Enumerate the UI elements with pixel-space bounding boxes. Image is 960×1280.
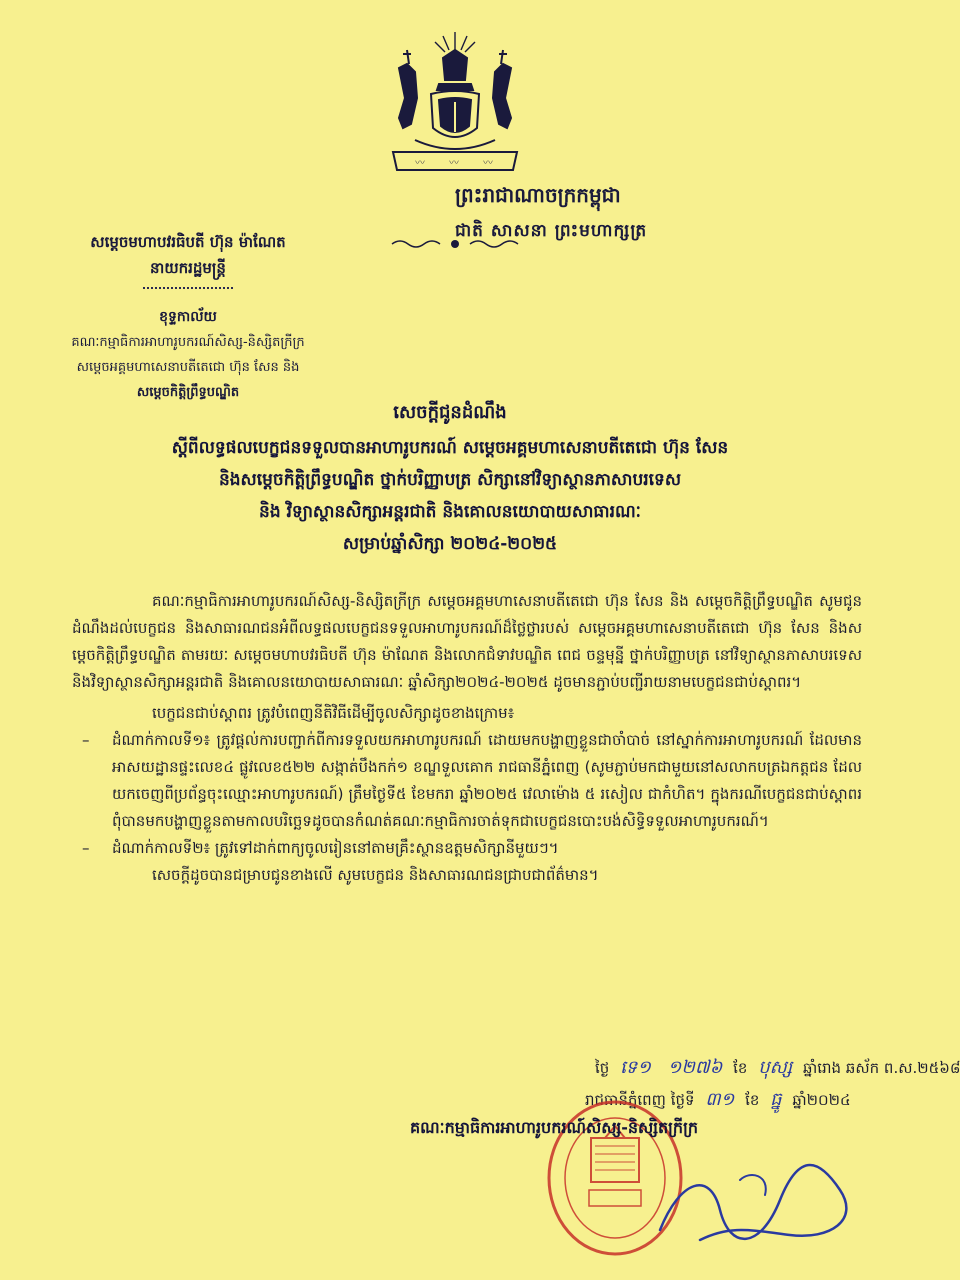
svg-text:〰: 〰 [483, 158, 493, 169]
issuer-name: សម្ដេចមហាបវរធិបតី ហ៊ុន ម៉ាណែត [90, 233, 286, 251]
handwritten-signature-icon [640, 1140, 870, 1270]
lunar-date-handwritten-1: ទេ១ [620, 1057, 651, 1078]
lunar-month-label: ខែ [733, 1059, 748, 1077]
body-paragraph-2: បេក្ខជនជាប់ស្ដាពរ ត្រូវបំពេញនីតិវិធីដើម្បីចូលសិក្សាដូចខាងក្រោម៖ [152, 704, 515, 722]
list-item [72, 835, 862, 862]
committee-line-3: សម្តេចកិត្តិព្រឹទ្ធបណ្ឌិត [136, 385, 240, 400]
notice-subject-2: និងសម្តេចកិត្តិព្រឹទ្ធបណ្ឌិត ថ្នាក់បរិញ្ញាបត្រ សិក្សានៅវិទ្យាស្ថានភាសាបរទេស [218, 470, 682, 490]
document-page: 〰 〰 〰 ព្រះរាជាណាចក្រកម្ពុជា ជាតិ សាសនា ព្រះមហាក្សត្រ សម្ដេចមហាបវរធិបតី ហ៊ុន ម៉ាណែត នាយករដ្ឋមន្ត្រី ខុទ្ទកាល័យ គណៈកម្មាធិការអាហារូបករណ៍សិស្ស-និស្សិតក្រីក្រ សម្តេចអគ្គមហាសេនាបតីតេជោ ហ៊ុន សែន និង សម្តេចកិត្តិព្រឹទ្ធបណ្ឌិត សេចក្តីជូនដំណឹង ស្តីពីលទ្ធផលបេក្ខជនទទួលបានអាហារូបករណ៍ សម្តេចអគ្គមហាសេនាបតីតេជោ ហ៊ុន សែន និងសម្តេចកិត្តិព្រឹទ្ធបណ្ឌិត ថ្នាក់បរិញ្ញាបត្រ សិក្សានៅវិទ្យាស្ថានភាសាបរទេស និង វិទ្យាស្ថានសិក្សាអន្តរជាតិ និងគោលនយោបាយសាធារណៈ សម្រាប់ឆ្នាំសិក្សា ២០២៤-២០២៥ គណៈកម្មាធិការអាហារូបករណ៍សិស្ស-និស្សិតក្រីក្រ សម្តេចអគ្គមហាសេនាបតីតេជោ ហ៊ុន សែន និង សម្តេចកិត្តិព្រឹទ្ធបណ្ឌិត សូមជូនដំណឹងដល់បេក្ខជន និងសាធារណជនអំពីលទ្ធផលបេក្ខជនទទួលអាហារូបករណ៍ដ៏ថ្លៃថ្លារបស់ សម្តេចអគ្គមហាសេនាបតីតេជោ ហ៊ុន សែន និងសម្តេចកិត្តិព្រឹទ្ធបណ្ឌិត តាមរយៈ សម្តេចមហាបវរធិបតី ហ៊ុន ម៉ាណែត និងលោកជំទាវបណ្ឌិត ពេជ ចន្ទមុន្នី ថ្នាក់បរិញ្ញាបត្រ នៅវិទ្យាស្ថានភាសាបរទេស និងវិទ្យាស្ថានសិក្សាអន្តរជាតិ និងគោលនយោបាយសាធារណៈ ឆ្នាំសិក្សា២០២៤-២០២៥ ដូចមានភ្ជាប់បញ្ជីរាយនាមបេក្ខជនជាប់ស្ដាពរ។ បេក្ខជនជាប់ស្ដាពរ ត្រូវបំពេញនីតិវិធីដើម្បីចូលសិក្សាដូចខាងក្រោម៖ – ដំណាក់កាលទី១៖ ត្រូវផ្តល់ការបញ្ជាក់ពីការទទួលយកអាហារូបករណ៍ ដោយមកបង្ហាញខ្លួនជាចាំបាច់ នៅស្នាក់ការអាហារូបករណ៍ ដែលមានអាសយដ្ឋានផ្ទះលេខ៤ ផ្លូវលេខ៥២២ សង្កាត់បឹងកក់១ ខណ្ឌទួលគោក រាជធានីភ្នំពេញ (សូមភ្ជាប់មកជាមួយនៅសលាកបត្រឯកត្តជន ដែលយកចេញពីប្រព័ន្ធចុះឈ្មោះអាហារូបករណ៍) ត្រឹមថ្ងៃទី៥ ខែមករា ឆ្នាំ២០២៥ វេលាម៉ោង ៥ រសៀល ជាកំហិត។ ក្នុងករណីបេក្ខជនជាប់ស្ដាពរ ពុំបានមកបង្ហាញខ្លួនតាមកាលបរិច្ឆេទដូចបានកំណត់គណៈកម្មាធិការចាត់ទុកជាបេក្ខជនបោះបង់សិទ្ធិទទួលអាហារូបករណ៍។ – ដំណាក់កាលទី២៖ ត្រូវទៅដាក់ពាក្យចូលរៀននៅតាមគ្រឹះស្ថានឧត្តមសិក្សានីមួយៗ។ សេចក្តីដូចបានជម្រាបជូនខាងលើ សូមបេក្ខជន និងសាធារណជនជ្រាបជាព័ត៌មាន។ ថ្ងៃ ទេ១ ១២៧៦ ខែ បុស្ស ឆ្នាំរោង ឆស័ក ព.ស.២៥៦៨ រាជធានីភ្នំពេញ ថ្ងៃទី ៣១ ខែ ធ្នូ ឆ្នាំ២០២៤ គណៈកម្មាធិការអាហារូបករណ៍សិស្ស-និស្សិតក្រីក្រ [0, 0, 905, 1280]
notice-subject-4: សម្រាប់ឆ្នាំសិក្សា ២០២៤-២០២៥ [342, 534, 558, 554]
lunar-date-handwritten-3: បុស្ស [758, 1057, 793, 1078]
signatory-committee: គណៈកម្មាធិការអាហារូបករណ៍សិស្ស-និស្សិតក្រីក្រ [410, 1118, 699, 1137]
dash-bullet: – [82, 839, 90, 857]
body-paragraph-1: គណៈកម្មាធិការអាហារូបករណ៍សិស្ស-និស្សិតក្រីក្រ សម្តេចអគ្គមហាសេនាបតីតេជោ ហ៊ុន សែន និង សម្តេចកិត្តិព្រឹទ្ធបណ្ឌិត សូមជូនដំណឹងដល់បេក្ខជន និងសាធារណជនអំពីលទ្ធផលបេក្ខជនទទួលអាហារូបករណ៍ដ៏ថ្លៃថ្លារបស់ សម្តេចអគ្គមហាសេនាបតីតេជោ ហ៊ុន សែន និងសម្តេចកិត្តិព្រឹទ្ធបណ្ឌិត តាមរយៈ សម្តេចមហាបវរធិបតី ហ៊ុន ម៉ាណែត និងលោកជំទាវបណ្ឌិត ពេជ ចន្ទមុន្នី ថ្នាក់បរិញ្ញាបត្រ នៅវិទ្យាស្ថានភាសាបរទេស និងវិទ្យាស្ថានសិក្សាអន្តរជាតិ និងគោលនយោបាយសាធារណៈ ឆ្នាំសិក្សា២០២៤-២០២៥ ដូចមានភ្ជាប់បញ្ជីរាយនាមបេក្ខជនជាប់ស្ដាពរ។ [72, 592, 862, 691]
svg-text:〰: 〰 [449, 158, 459, 169]
dotted-divider [143, 287, 233, 289]
lunar-date-suffix: ឆ្នាំរោង ឆស័ក ព.ស.២៥៦៨ [802, 1059, 960, 1077]
svg-text:〰: 〰 [415, 158, 425, 169]
solar-date-handwritten-month: ធ្នូ [770, 1089, 782, 1110]
notice-subject-3: និង វិទ្យាស្ថានសិក្សាអន្តរជាតិ និងគោលនយោបាយសាធារណៈ [259, 502, 641, 522]
lunar-date [595, 1055, 960, 1082]
lunar-date-prefix: ថ្ងៃ [595, 1059, 610, 1077]
solar-date-handwritten-day: ៣១ [705, 1089, 735, 1110]
notice-body [72, 588, 862, 889]
committee-line-2: សម្តេចអគ្គមហាសេនាបតីតេជោ ហ៊ុន សែន និង [76, 360, 300, 375]
dash-bullet: – [82, 731, 90, 749]
lunar-date-handwritten-2: ១២៧៦ [667, 1057, 723, 1078]
notice-title [100, 400, 800, 555]
issuer-position: នាយករដ្ឋមន្ត្រី [150, 259, 226, 277]
solar-month-label: ខែ [745, 1091, 760, 1109]
issuer-office: ខុទ្ទកាល័យ [159, 309, 217, 325]
solar-date-prefix: រាជធានីភ្នំពេញ ថ្ងៃទី [585, 1091, 695, 1109]
list-item-text: ដំណាក់កាលទី១៖ ត្រូវផ្តល់ការបញ្ជាក់ពីការទទួលយកអាហារូបករណ៍ ដោយមកបង្ហាញខ្លួនជាចាំបាច់ នៅស្នាក់ការអាហារូបករណ៍ ដែលមានអាសយដ្ឋានផ្ទះលេខ៤ ផ្លូវលេខ៥២២ សង្កាត់បឹងកក់១ ខណ្ឌទួលគោក រាជធានីភ្នំពេញ (សូមភ្ជាប់មកជាមួយនៅសលាកបត្រឯកត្តជន ដែលយកចេញពីប្រព័ន្ធចុះឈ្មោះអាហារូបករណ៍) ត្រឹមថ្ងៃទី៥ ខែមករា ឆ្នាំ២០២៥ វេលាម៉ោង ៥ រសៀល ជាកំហិត។ ក្នុងករណីបេក្ខជនជាប់ស្ដាពរ ពុំបានមកបង្ហាញខ្លួនតាមកាលបរិច្ឆេទដូចបានកំណត់គណៈកម្មាធិការចាត់ទុកជាបេក្ខជនបោះបង់សិទ្ធិទទួលអាហារូបករណ៍។ [112, 731, 862, 830]
notice-heading: សេចក្តីជូនដំណឹង [393, 402, 507, 423]
royal-emblem-icon [385, 28, 525, 176]
ornament-divider-icon [390, 238, 520, 250]
list-item-text: ដំណាក់កាលទី២៖ ត្រូវទៅដាក់ពាក្យចូលរៀននៅតាមគ្រឹះស្ថានឧត្តមសិក្សានីមួយៗ។ [112, 839, 559, 857]
solar-date-suffix: ឆ្នាំ២០២៤ [792, 1091, 851, 1109]
notice-subject-1: ស្តីពីលទ្ធផលបេក្ខជនទទួលបានអាហារូបករណ៍ សម្តេចអគ្គមហាសេនាបតីតេជោ ហ៊ុន សែន [171, 438, 729, 458]
list-item [72, 727, 862, 835]
issuer-block [38, 233, 338, 403]
committee-line-1: គណៈកម្មាធិការអាហារូបករណ៍សិស្ស-និស្សិតក្រីក្រ [71, 335, 305, 350]
closing-paragraph: សេចក្តីដូចបានជម្រាបជូនខាងលើ សូមបេក្ខជន និងសាធារណជនជ្រាបជាព័ត៌មាន។ [152, 866, 599, 884]
